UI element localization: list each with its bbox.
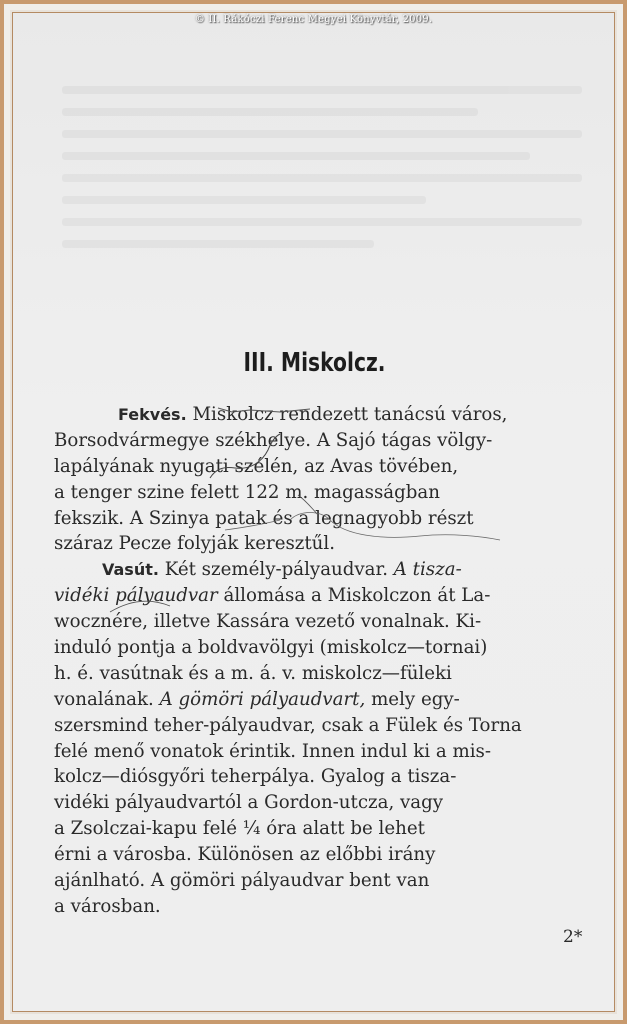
page-number: 2* <box>563 927 583 947</box>
text-line: a Zsolczai-kapu felé ¼ óra alatt be lehet <box>54 818 425 840</box>
text-line: vonalának. A gömöri pályaudvart, mely egy- <box>54 688 460 710</box>
text-line: induló pontja a boldvavölgyi (miskolcz—tornai) <box>54 637 488 659</box>
text-line: Vasút. Két személy-pályaudvar. A tisza- <box>102 559 462 581</box>
text-line: a tenger szine felett 122 m. magasságban <box>54 481 440 503</box>
text-line: wocznére, illetve Kassára vezető vonalnak. Ki- <box>54 611 482 633</box>
text-line: vidéki pályaudvar állomása a Miskolczon át La- <box>54 585 491 607</box>
body-text <box>54 402 584 920</box>
chapter-title: III. Miskolcz. <box>243 348 386 378</box>
text-line: Fekvés. Miskolcz rendezett tanácsú város, <box>118 404 508 425</box>
text-line: a városban. <box>54 895 161 917</box>
text-line: lapályának nyugati szélén, az Avas tövében, <box>54 455 459 477</box>
copyright-watermark: © II. Rákóczi Ferenc Megyei Könyvtár, 2009. <box>194 14 433 25</box>
section-heading-vasut: Vasút. <box>102 560 159 580</box>
text-line: kolcz—diósgyőri teherpálya. Gyalog a tisza- <box>54 766 457 788</box>
text-line: vidéki pályaudvartól a Gordon-utcza, vagy <box>54 792 444 814</box>
text-line: felé menő vonatok érintik. Innen indul ki a mis- <box>54 740 491 762</box>
text-line: szersmind teher-pályaudvar, csak a Fülek és Torna <box>54 714 522 736</box>
bleed-through-text <box>62 72 582 352</box>
text-line: fekszik. A Szinya patak és a legnagyobb részt <box>54 507 474 529</box>
text-line: száraz Pecze folyják keresztűl. <box>54 533 335 555</box>
text-line: h. é. vasútnak és a m. á. v. miskolcz—füleki <box>54 662 452 684</box>
section-heading-fekves: Fekvés. <box>118 405 187 424</box>
text-line: Borsodvármegye székhelye. A Sajó tágas völgy- <box>54 429 493 451</box>
text-line: érni a városba. Különösen az előbbi irány <box>54 844 436 866</box>
text-line: ajánlható. A gömöri pályaudvar bent van <box>54 870 430 892</box>
